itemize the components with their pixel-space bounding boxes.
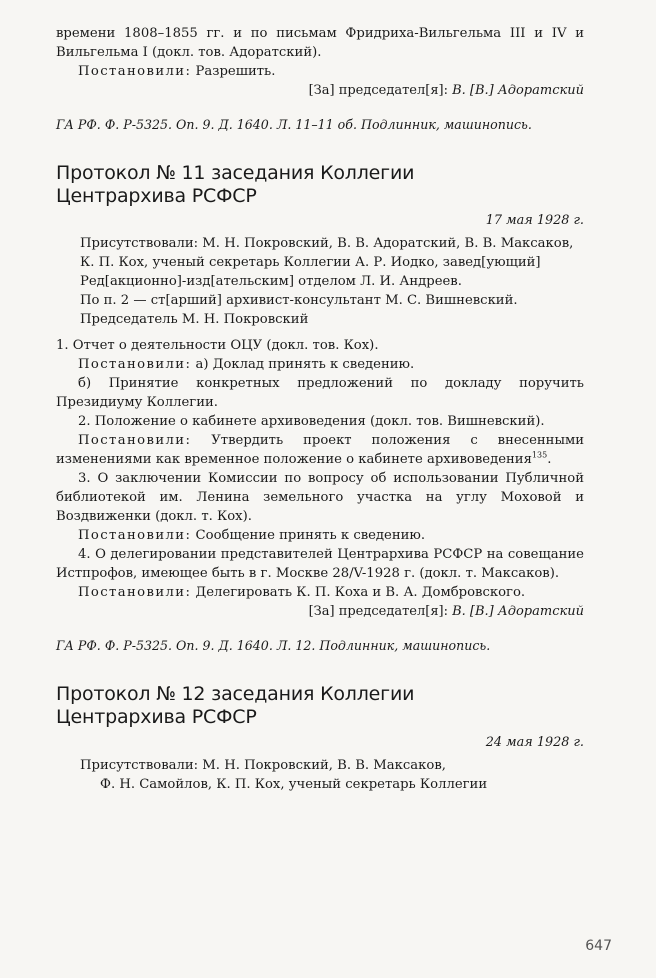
protocol-11-attendees	[80, 234, 584, 329]
protocol-11-source: ГА РФ. Ф. Р-5325. Оп. 9. Д. 1640. Л. 12. Подлинник, машинопись.	[56, 638, 491, 654]
intro-resolution	[56, 62, 584, 81]
protocol-12-title-line2: Центрархива РСФСР	[56, 705, 257, 728]
attendees-line: Присутствовали: М. Н. Покровский, В. В. Адоратский, В. В. Максаков,	[80, 236, 574, 252]
document-page	[56, 24, 584, 794]
protocol-11-date: 17 мая 1928 г.	[485, 213, 584, 229]
resolved-text: а) Доклад принять к сведению.	[191, 357, 415, 373]
agenda-item-1: 1. Отчет о деятельности ОЦУ (докл. тов. Кох).	[56, 338, 379, 354]
resolved-label: Постановили:	[78, 585, 192, 601]
signature-name: В. [В.] Адоратский	[452, 604, 584, 620]
protocol-12-title-line1: Протокол № 12 заседания Коллегии	[56, 683, 415, 706]
protocol-12-attendees	[80, 756, 584, 794]
resolved-text: Разрешить.	[191, 64, 276, 79]
item-3-resolution	[56, 526, 584, 545]
resolved-end: .	[547, 452, 552, 468]
agenda-item-4: 4. О делегировании представителей Центрархива РСФСР на совещание Истпрофов, имеющее быть в г. Москве 28/V-1928 г. (докл. т. Максаков).	[56, 547, 584, 582]
protocol-11-title-line1: Протокол № 11 заседания Коллегии	[56, 161, 415, 184]
protocol-11-title	[56, 162, 584, 208]
attendees-line: К. П. Кох, ученый секретарь Коллегии А. Р. Иодко, завед[ующий]	[80, 255, 541, 271]
page-number: 647	[585, 938, 612, 954]
item-4-resolution	[56, 583, 584, 602]
intro-paragraph: времени 1808–1855 гг. и по письмам Фридриха-Вильгельма III и IV и Вильгельма I (докл. тов. Адоратский).	[56, 26, 584, 60]
item-1-resolution	[56, 355, 584, 374]
resolved-label: Постановили:	[78, 528, 192, 544]
item-1-resolution-b: б) Принятие конкретных предложений по докладу поручить Президиуму Коллегии.	[56, 376, 584, 411]
attendees-line: По п. 2 — ст[арший] архивист-консультант М. С. Вишневский.	[80, 293, 518, 309]
protocol-11-title-line2: Центрархива РСФСР	[56, 184, 257, 207]
attendees-line: Присутствовали: М. Н. Покровский, В. В. Максаков,	[80, 757, 446, 773]
agenda-item-3: 3. О заключении Комиссии по вопросу об использовании Публичной библиотекой им. Ленина земельного участка на углу Моховой и Воздвиженки (докл. т. Кох).	[56, 471, 584, 525]
resolved-label: Постановили:	[78, 64, 192, 79]
agenda-item-2: 2. Положение о кабинете архивоведения (докл. тов. Вишневский).	[78, 414, 545, 430]
item-2-resolution	[56, 431, 584, 469]
signature-prefix: [За] председател[я]:	[308, 83, 453, 98]
chair-line: Председатель М. Н. Покровский	[80, 312, 309, 328]
attendees-line: Ф. Н. Самойлов, К. П. Кох, ученый секретарь Коллегии	[100, 776, 488, 792]
intro-source: ГА РФ. Ф. Р-5325. Оп. 9. Д. 1640. Л. 11–11 об. Подлинник, машинопись.	[56, 116, 532, 132]
protocol-12-title	[56, 683, 584, 729]
resolved-text: Сообщение принять к сведению.	[191, 528, 426, 544]
signature-name: В. [В.] Адоратский	[452, 83, 584, 98]
attendees-line: Ред[акционно]-изд[ательским] отделом Л. И. Андреев.	[80, 274, 462, 290]
protocol-11-signature	[56, 603, 584, 622]
resolved-text: Утвердить проект положения с внесенными изменениями как временное положение о кабинете архивоведения	[56, 433, 584, 468]
signature-prefix: [За] председател[я]:	[308, 604, 453, 620]
intro-signature	[56, 82, 584, 101]
resolved-text: Делегировать К. П. Коха и В. А. Домбровского.	[191, 585, 526, 601]
resolved-label: Постановили:	[78, 357, 192, 373]
resolved-label: Постановили:	[78, 433, 192, 449]
protocol-12-date: 24 мая 1928 г.	[485, 734, 584, 750]
footnote-marker[interactable]: 135	[531, 450, 548, 460]
